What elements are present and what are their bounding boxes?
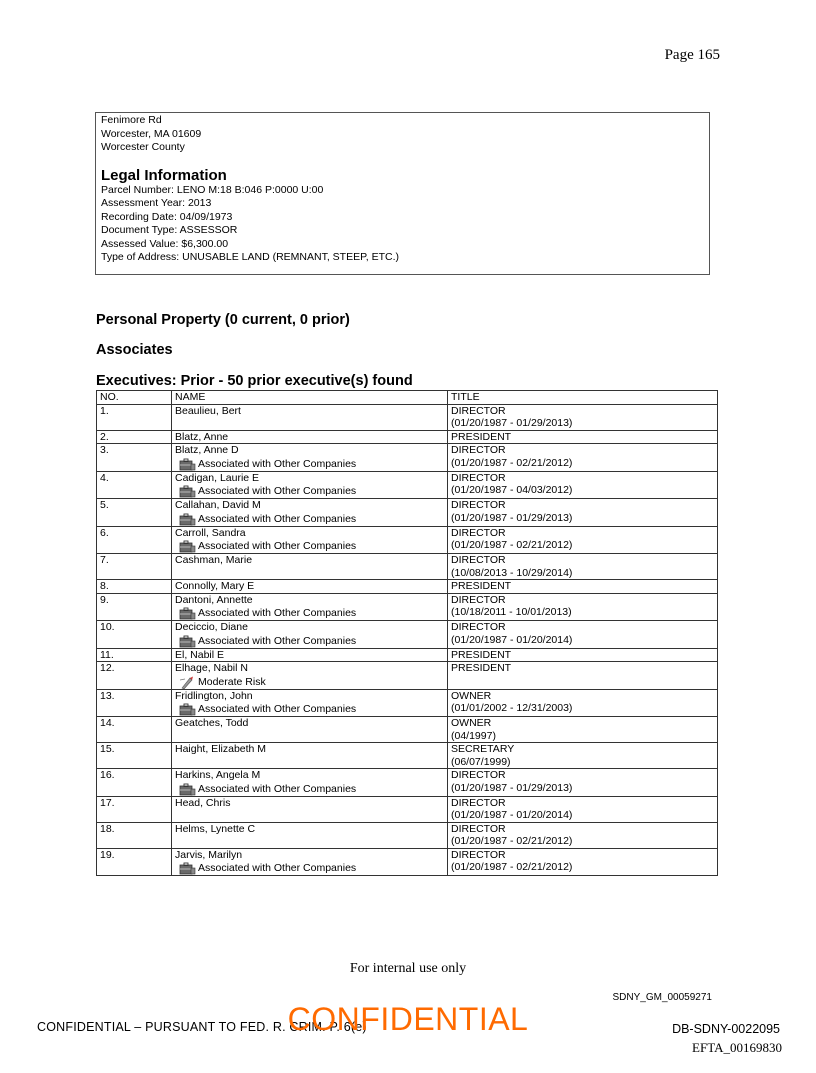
executive-title-cell: [448, 648, 718, 662]
executive-title: DIRECTOR: [451, 499, 506, 511]
row-number: 13.: [97, 689, 172, 717]
executive-title-cell: [448, 822, 718, 848]
briefcase-icon: [179, 458, 196, 471]
executive-name: Beaulieu, Bert: [175, 404, 241, 417]
executive-title-cell: [448, 430, 718, 444]
executive-name-cell: [172, 621, 448, 649]
executive-name: El, Nabil E: [175, 648, 225, 661]
executive-name: Fridlington, John: [175, 689, 253, 702]
executive-name: Haight, Elizabeth M: [175, 743, 267, 755]
executive-title: PRESIDENT: [451, 662, 512, 674]
row-number: 6.: [97, 526, 172, 554]
db-bates-number: DB-SDNY-0022095: [672, 1022, 780, 1036]
executive-name-cell: [172, 526, 448, 554]
row-number: 11.: [97, 648, 172, 662]
executive-title-cell: [448, 471, 718, 499]
executive-title: DIRECTOR: [451, 822, 506, 835]
executive-name-cell: [172, 593, 448, 621]
executive-name-cell: [172, 499, 448, 527]
table-header-row: [97, 391, 718, 405]
tenure-dates: (01/20/1987 - 01/20/2014): [451, 633, 573, 646]
associated-note[interactable]: [175, 513, 444, 526]
executive-title-cell: [448, 444, 718, 472]
note-label: Associated with Other Companies: [198, 634, 357, 647]
associated-note[interactable]: [175, 635, 444, 648]
executive-name: Blatz, Anne D: [175, 444, 239, 456]
executive-title: DIRECTOR: [451, 526, 506, 539]
tenure-dates: (01/20/1987 - 01/29/2013): [451, 781, 573, 794]
address-line: Fenimore Rd: [101, 114, 162, 126]
executive-title: OWNER: [451, 717, 492, 729]
table-row: [97, 554, 718, 580]
tenure-dates: (01/20/1987 - 04/03/2012): [451, 484, 573, 496]
executive-name: Dantoni, Annette: [175, 593, 253, 606]
executive-name-cell: [172, 822, 448, 848]
executive-title: DIRECTOR: [451, 848, 506, 861]
table-row: [97, 580, 718, 594]
executive-title-cell: [448, 689, 718, 717]
executive-name-cell: [172, 444, 448, 472]
executive-title: OWNER: [451, 689, 492, 702]
associated-note[interactable]: [175, 607, 444, 620]
executive-title-cell: [448, 404, 718, 430]
legal-line: Document Type: ASSESSOR: [101, 224, 238, 236]
executive-name-cell: [172, 580, 448, 594]
associated-note[interactable]: [175, 703, 444, 716]
executive-name: Harkins, Angela M: [175, 769, 261, 781]
table-row: [97, 796, 718, 822]
executive-name: Deciccio, Diane: [175, 621, 248, 633]
efta-number: EFTA_00169830: [692, 1040, 782, 1055]
executive-title-cell: [448, 662, 718, 690]
note-label: Associated with Other Companies: [198, 540, 357, 553]
executive-title-cell: [448, 848, 718, 876]
legal-line: Assessment Year: 2013: [101, 197, 212, 209]
executive-title-cell: [448, 499, 718, 527]
table-row: [97, 769, 718, 797]
executive-name-cell: [172, 404, 448, 430]
executive-name: Geatches, Todd: [175, 717, 249, 729]
executive-name: Carroll, Sandra: [175, 526, 246, 539]
executive-name: Helms, Lynette C: [175, 822, 256, 835]
tenure-dates: (10/08/2013 - 10/29/2014): [451, 566, 573, 579]
row-number: 17.: [97, 796, 172, 822]
note-label: Associated with Other Companies: [198, 485, 357, 498]
executive-name: Blatz, Anne: [175, 430, 229, 443]
tenure-dates: (01/20/1987 - 02/21/2012): [451, 835, 573, 847]
executives-table: [96, 390, 718, 876]
executive-name-cell: [172, 430, 448, 444]
row-number: 4.: [97, 471, 172, 499]
executive-title: DIRECTOR: [451, 404, 506, 417]
executive-name: Callahan, David M: [175, 499, 261, 511]
tenure-dates: (01/20/1987 - 02/21/2012): [451, 456, 573, 469]
note-label: Associated with Other Companies: [198, 782, 357, 795]
address-line: Worcester, MA 01609: [101, 127, 202, 140]
executive-title: DIRECTOR: [451, 554, 506, 566]
row-number: 14.: [97, 717, 172, 743]
associated-note[interactable]: [175, 540, 444, 553]
executive-name: Cashman, Marie: [175, 554, 253, 566]
executive-title-cell: [448, 769, 718, 797]
executive-title-cell: [448, 717, 718, 743]
row-number: 15.: [97, 743, 172, 769]
associates-heading: Associates: [96, 342, 173, 358]
table-row: [97, 593, 718, 621]
legal-line: Recording Date: 04/09/1973: [101, 210, 233, 223]
tenure-dates: (10/18/2011 - 10/01/2013): [451, 606, 572, 618]
table-row: [97, 689, 718, 717]
table-row: [97, 621, 718, 649]
table-row: [97, 526, 718, 554]
briefcase-icon: [179, 703, 196, 716]
executive-name-cell: [172, 689, 448, 717]
briefcase-icon: [179, 485, 196, 498]
executive-name-cell: [172, 796, 448, 822]
tenure-dates: (01/20/1987 - 02/21/2012): [451, 539, 573, 551]
executive-name-cell: [172, 848, 448, 876]
legal-line: Type of Address: UNUSABLE LAND (REMNANT, STEEP, ETC.): [101, 251, 399, 263]
row-number: 19.: [97, 848, 172, 876]
executive-title: DIRECTOR: [451, 769, 506, 781]
address-line: Worcester County: [101, 141, 185, 153]
legal-line: Assessed Value: $6,300.00: [101, 237, 229, 250]
briefcase-icon: [179, 862, 196, 875]
risk-flag-icon: [179, 676, 196, 689]
executive-name-cell: [172, 743, 448, 769]
row-number: 7.: [97, 554, 172, 580]
row-number: 18.: [97, 822, 172, 848]
tenure-dates: (01/20/1987 - 01/20/2014): [451, 809, 573, 821]
executive-name: Head, Chris: [175, 796, 231, 809]
table-row: [97, 444, 718, 472]
table-row: [97, 471, 718, 499]
executive-name: Elhage, Nabil N: [175, 662, 248, 674]
associated-note[interactable]: [175, 485, 444, 498]
legal-line: Parcel Number: LENO M:18 B:046 P:0000 U:00: [101, 183, 324, 196]
executive-title-cell: [448, 526, 718, 554]
briefcase-icon: [179, 607, 196, 620]
internal-use-note: For internal use only: [349, 961, 467, 976]
table-row: [97, 848, 718, 876]
executive-name-cell: [172, 717, 448, 743]
table-row: [97, 743, 718, 769]
table-row: [97, 648, 718, 662]
executive-title: DIRECTOR: [451, 593, 506, 606]
legal-heading: Legal Information: [101, 166, 227, 184]
column-header-name: NAME: [172, 391, 448, 405]
address-box: [95, 112, 710, 275]
row-number: 9.: [97, 593, 172, 621]
executive-title: PRESIDENT: [451, 648, 512, 661]
briefcase-icon: [179, 635, 196, 648]
column-header-title: TITLE: [448, 391, 718, 405]
briefcase-icon: [179, 513, 196, 526]
tenure-dates: (01/01/2002 - 12/31/2003): [451, 702, 573, 714]
executive-name-cell: [172, 769, 448, 797]
executive-name-cell: [172, 648, 448, 662]
note-label: Associated with Other Companies: [198, 862, 357, 875]
personal-property-heading: Personal Property (0 current, 0 prior): [96, 312, 350, 328]
row-number: 8.: [97, 580, 172, 594]
executive-title-cell: [448, 621, 718, 649]
note-label: Associated with Other Companies: [198, 607, 357, 620]
table-row: [97, 404, 718, 430]
executive-title: DIRECTOR: [451, 796, 506, 809]
tenure-dates: (06/07/1999): [451, 755, 511, 768]
row-number: 2.: [97, 430, 172, 444]
table-row: [97, 717, 718, 743]
executive-title: SECRETARY: [451, 743, 515, 755]
row-number: 16.: [97, 769, 172, 797]
table-row: [97, 822, 718, 848]
executive-name-cell: [172, 662, 448, 690]
note-label: Associated with Other Companies: [198, 512, 357, 525]
table-row: [97, 499, 718, 527]
associated-note[interactable]: [175, 783, 444, 796]
row-number: 10.: [97, 621, 172, 649]
executive-title: DIRECTOR: [451, 471, 506, 484]
executives-heading: Executives: Prior - 50 prior executive(s) found: [96, 373, 413, 389]
executive-name: Cadigan, Laurie E: [175, 471, 260, 484]
briefcase-icon: [179, 783, 196, 796]
associated-note[interactable]: [175, 862, 444, 875]
table-row: [97, 662, 718, 690]
executive-title-cell: [448, 593, 718, 621]
associated-note[interactable]: [175, 458, 444, 471]
page-number: Page 165: [664, 47, 720, 63]
note-label: Associated with Other Companies: [198, 703, 357, 716]
risk-note[interactable]: [175, 676, 444, 689]
executive-name-cell: [172, 554, 448, 580]
confidential-notice: CONFIDENTIAL – PURSUANT TO FED. R. CRIM. P. 6(e): [37, 1020, 367, 1034]
executive-title: PRESIDENT: [451, 580, 512, 592]
executive-name: Connolly, Mary E: [175, 580, 255, 592]
row-number: 1.: [97, 404, 172, 430]
executive-title: DIRECTOR: [451, 621, 506, 633]
tenure-dates: (01/20/1987 - 02/21/2012): [451, 861, 573, 873]
row-number: 12.: [97, 662, 172, 690]
executive-title-cell: [448, 743, 718, 769]
tenure-dates: (01/20/1987 - 01/29/2013): [451, 417, 573, 429]
executive-name: Jarvis, Marilyn: [175, 848, 243, 861]
executive-title-cell: [448, 580, 718, 594]
executive-name-cell: [172, 471, 448, 499]
row-number: 3.: [97, 444, 172, 472]
tenure-dates: (01/20/1987 - 01/29/2013): [451, 511, 573, 524]
table-row: [97, 430, 718, 444]
column-header-no: NO.: [97, 391, 172, 405]
tenure-dates: (04/1997): [451, 729, 496, 742]
sdny-bates-number: SDNY_GM_00059271: [612, 992, 712, 1003]
executive-title-cell: [448, 554, 718, 580]
executive-title: DIRECTOR: [451, 444, 506, 456]
row-number: 5.: [97, 499, 172, 527]
briefcase-icon: [179, 540, 196, 553]
note-label: Associated with Other Companies: [198, 457, 357, 470]
executive-title-cell: [448, 796, 718, 822]
note-label: Moderate Risk: [198, 675, 266, 688]
executive-title: PRESIDENT: [451, 430, 512, 443]
confidential-stamp: CONFIDENTIAL: [287, 1001, 529, 1037]
